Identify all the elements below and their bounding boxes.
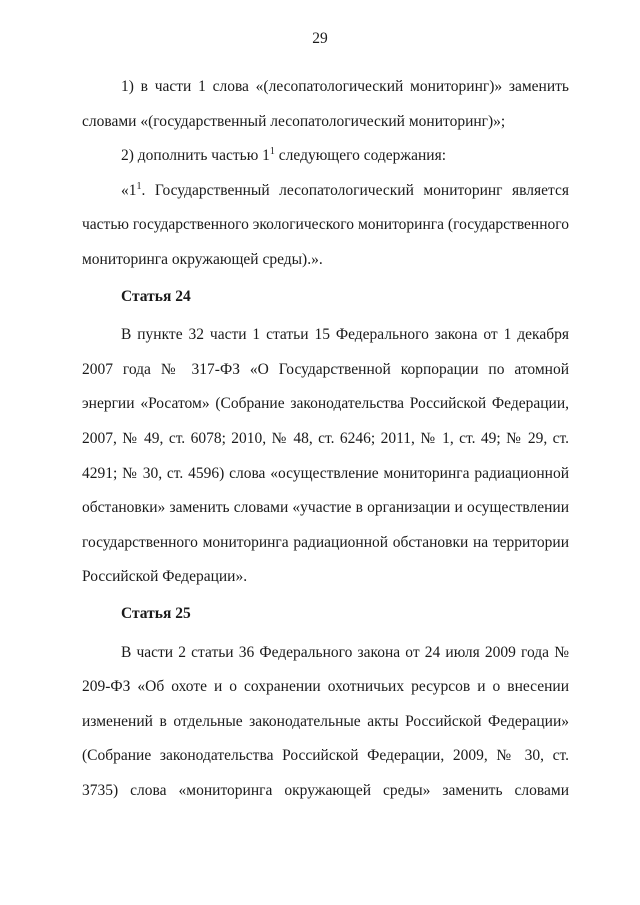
page-number: 29 [312,30,328,47]
quote-text-start: «1 [121,181,137,199]
article-25-text: В части 2 статьи 36 Федерального закона от 24 июля 2009 года № 209-ФЗ «Об охоте и о сохранении охотничьих ресурсов и о внесении изменений в отдельные законодательные акты Российской Федерации» (Собрание законодательства Российской Федерации, 2009, № 30, ст. 3735) слова «мониторинга окружающей среды» заменить словами [82,643,569,799]
article-24-heading: Статья 24 [121,287,191,305]
article-24-text: В пункте 32 части 1 статьи 15 Федерального закона от 1 декабря 2007 года № 317-ФЗ «О Государственной корпорации по атомной энергии «Росатом» (Собрание законодательства Российской Федерации, 2007, № 49, ст. 6078; 2010, № 48, ст. 6246; 2011, № 1, ст. 49; № 29, ст. 4291; № 30, ст. 4596) слова «осуществление мониторинга радиационной обстановки» заменить словами «участие в организации и осуществлении государственного мониторинга радиационной обстановки на территории Российской Федерации». [82,326,569,586]
document-body [82,70,569,808]
paragraph-amendment-2 [82,139,569,174]
paragraph-amendment-1: 1) в части 1 слова «(лесопатологический мониторинг)» заменить словами «(государственный лесопатологический мониторинг)»; [82,78,569,130]
superscript: 1 [269,146,275,158]
paragraph-quote [82,174,569,278]
amendment-2-text: 2) дополнить частью 1 [121,147,270,165]
article-25-heading: Статья 25 [121,604,191,622]
amendment-2-text-tail: следующего содержания: [274,147,447,165]
quote-text: . Государственный лесопатологический мониторинг является частью государственного экологического мониторинга (государственного мониторинга окружающей среды).». [82,181,569,268]
superscript: 1 [136,180,142,192]
